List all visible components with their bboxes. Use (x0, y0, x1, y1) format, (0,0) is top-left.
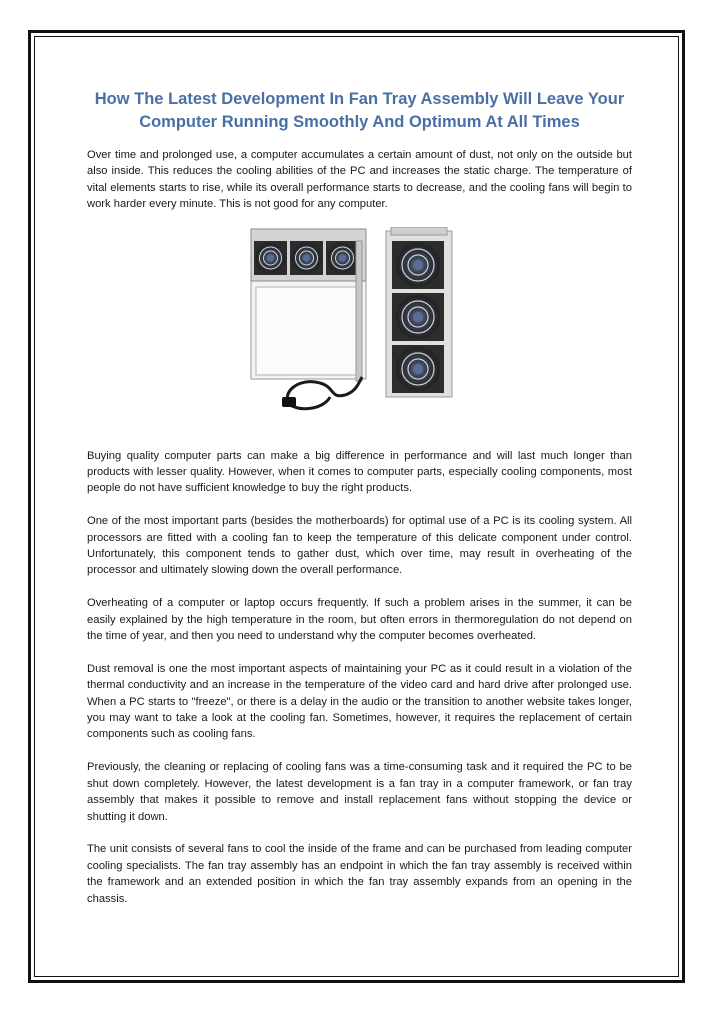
fan-icon (392, 345, 444, 393)
fan-tray-assembly-image (250, 227, 470, 417)
power-cord-icon (282, 377, 362, 409)
fan-icon (254, 241, 287, 275)
fan-icon (392, 241, 444, 289)
fan-icon (392, 293, 444, 341)
article-title: How The Latest Development In Fan Tray Assembly Will Leave Your Computer Running Smoothly And Optimum At All Times (94, 90, 625, 131)
intro-paragraph: Over time and prolonged use, a computer accumulates a certain amount of dust, not only on the outside but also inside. This reduces the cooling abilities of the PC and increases the static charge. The temperature of vital elements starts to rise, while its overall performance starts to decrease, and the cooling fans will begin to work harder every minute. This is not good for any computer. (87, 149, 632, 211)
body-paragraph: Previously, the cleaning or replacing of cooling fans was a time-consuming task and it required the PC to be shut down completely. However, the latest development is a fan tray in a computer framework, or fan tray assembly that makes it possible to remove and install replacement fans without stopping the device or shutting it down. (87, 761, 632, 823)
body-paragraph: Buying quality computer parts can make a big difference in performance and will last much longer than products with lesser quality. However, when it comes to computer parts, especially cooling components, most people do not have sufficient knowledge to buy the right products. (87, 449, 632, 495)
document-body (87, 88, 632, 907)
body-paragraph: One of the most important parts (besides the motherboards) for optimal use of a PC is its cooling system. All processors are fitted with a cooling fan to keep the temperature of this delicate component under control. Unfortunately, this component tends to gather dust, which over time, may result in overheating of the processor and ultimately slowing down the overall performance. (87, 515, 632, 577)
body-paragraph: Dust removal is one the most important aspects of maintaining your PC as it could result in a violation of the thermal conductivity and an increase in the temperature of the video card and hard drive after prolonged use. When a PC starts to "freeze", or there is a delay in the audio or the transition to another website takes longer, you may want to take a look at the cooling fan. Sometimes, however, it requires the replacement of certain components such as cooling fans. (87, 662, 632, 741)
body-paragraph: The unit consists of several fans to cool the inside of the frame and can be purchased from leading computer cooling specialists. The fan tray assembly has an endpoint in which the fan tray assembly is received within the framework and an extended position in which the fan tray assembly expands from an opening in the chassis. (87, 843, 632, 905)
body-paragraph: Overheating of a computer or laptop occurs frequently. If such a problem arises in the summer, it can be easily explained by the high temperature in the room, but often errors in thermoregulation do not depend on the time of year, and then you need to understand why the computer becomes overheated. (87, 597, 632, 643)
fan-icon (326, 241, 359, 275)
fan-icon (290, 241, 323, 275)
